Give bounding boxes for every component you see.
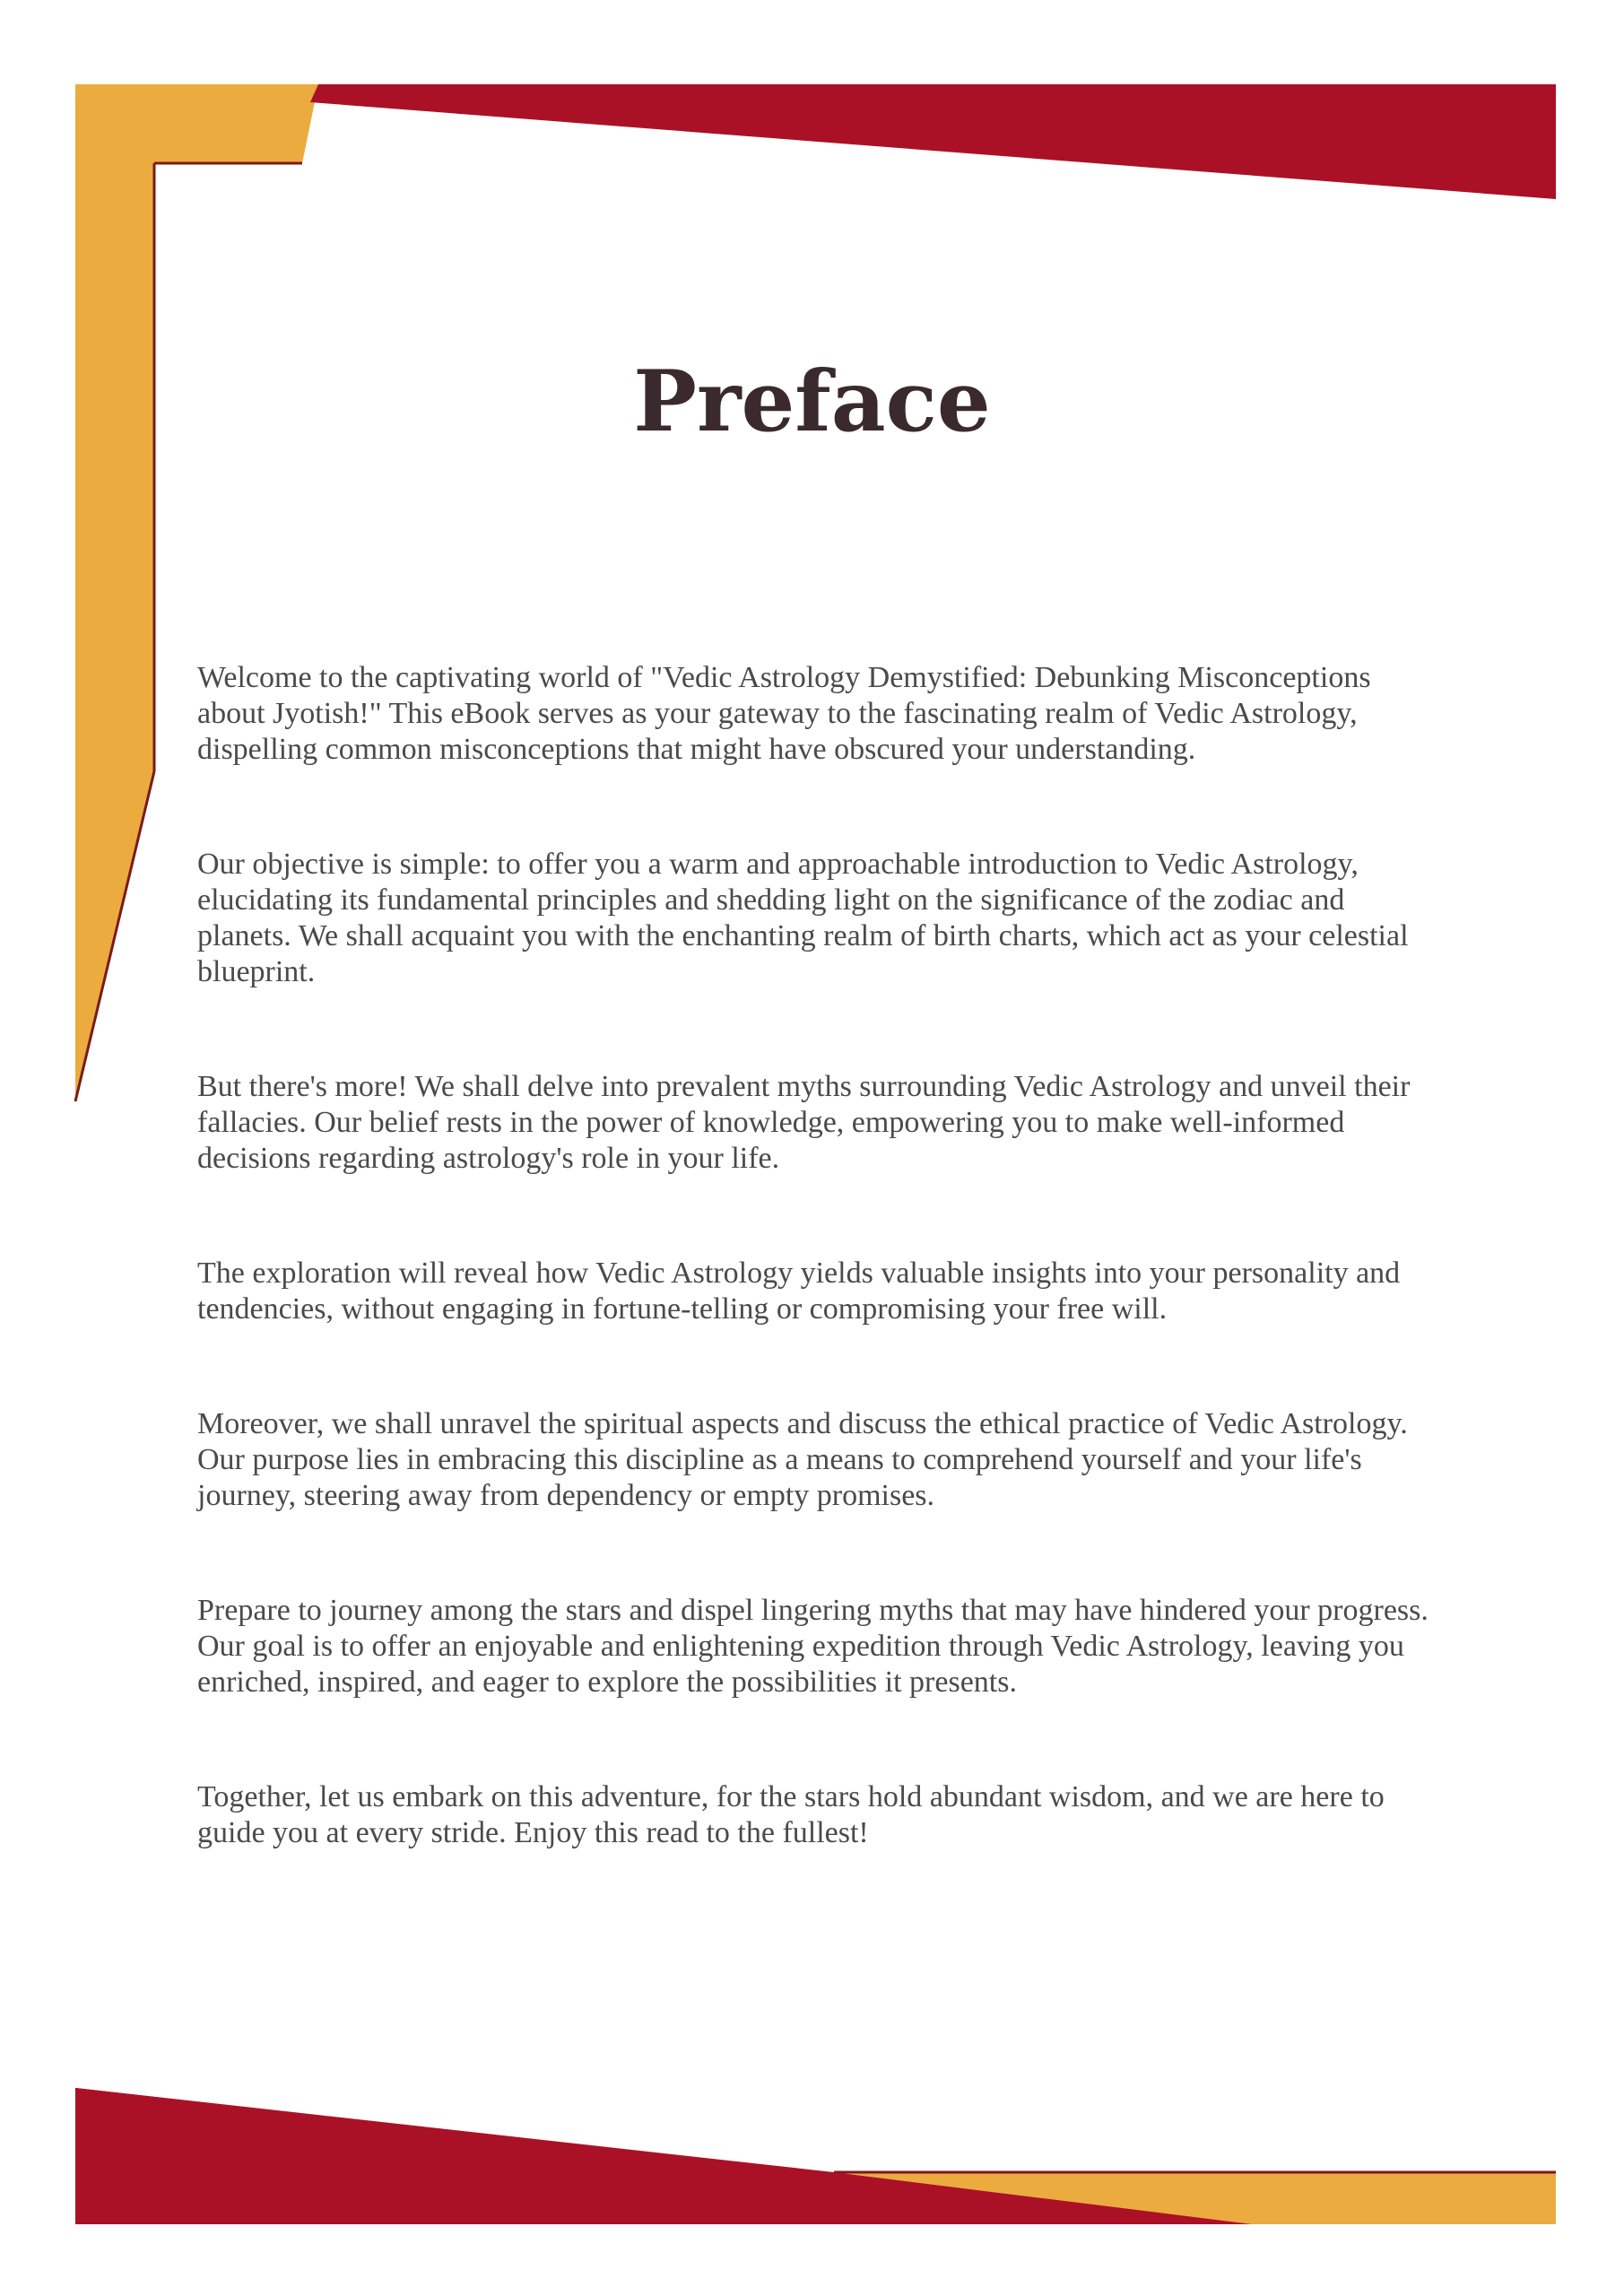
paragraph-together: Together, let us embark on this adventure, for the stars hold abundant wisdom, and we are here to guide you at every stride. Enjoy this read to the fullest! — [197, 1780, 1385, 1849]
paragraph-welcome: Welcome to the captivating world of "Vedic Astrology Demystified: Debunking Misconceptions about Jyotish!" This eBook serves as your gateway to the fascinating realm of Vedic Astrology, dispelling common misconceptions that might have obscured your understanding. — [197, 661, 1371, 766]
bottom-red-wedge-lower — [75, 2088, 1251, 2224]
paragraph-journey: Prepare to journey among the stars and dispel lingering myths that may have hindered your progress. Our goal is to offer an enjoyable and enlightening expedition through Vedic Astrology, leaving you enriched, inspired, and eager to explore the possibilities it presents. — [197, 1594, 1429, 1699]
paragraph-objective: Our objective is simple: to offer you a warm and approachable introduction to Vedic Astrology, elucidating its fundamental principles and shedding light on the significance of the zodiac and planets. We shall acquaint you with the enchanting realm of birth charts, which act as your celestial blueprint. — [197, 848, 1409, 988]
paragraph-exploration: The exploration will reveal how Vedic Astrology yields valuable insights into your personality and tendencies, without engaging in fortune-telling or compromising your free will. — [197, 1257, 1401, 1326]
paragraph-spiritual: Moreover, we shall unravel the spiritual aspects and discuss the ethical practice of Vedic Astrology. Our purpose lies in embracing this discipline as a means to comprehend yourself and your life's journey, steering away from dependency or empty promises. — [197, 1407, 1408, 1512]
paragraph-myths: But there's more! We shall delve into prevalent myths surrounding Vedic Astrology and unveil their fallacies. Our belief rests in the power of knowledge, empowering you to make well-informed decisions regarding astrology's role in your life. — [197, 1070, 1411, 1175]
page-title: Preface — [633, 352, 991, 451]
preface-body — [197, 660, 1435, 1930]
top-red-wedge — [310, 84, 1556, 199]
